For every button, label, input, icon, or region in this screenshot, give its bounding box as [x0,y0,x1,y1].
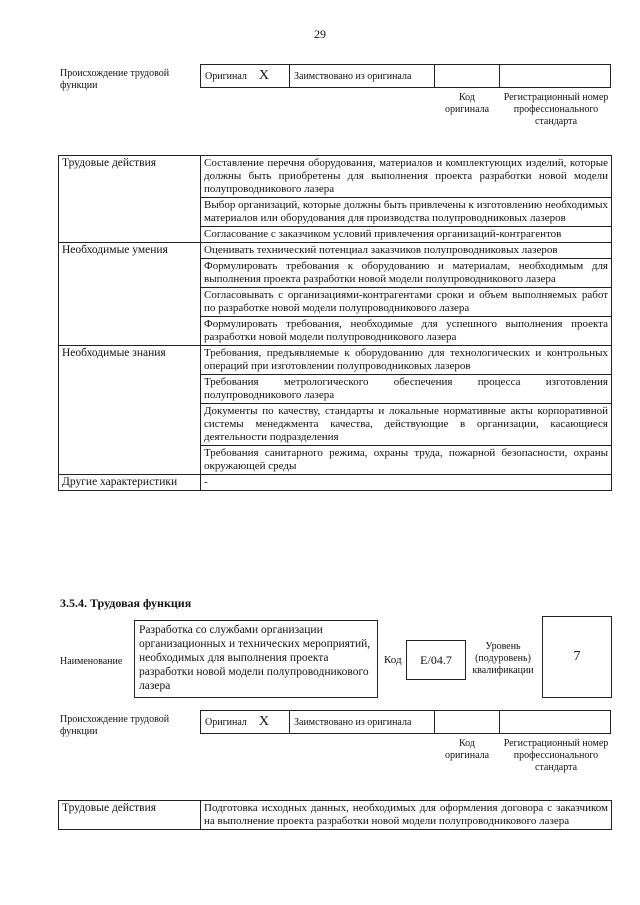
origin-label: Происхождение трудовой функции [60,68,170,91]
original-cell [200,710,290,734]
knowledge-item: Требования метрологического обеспечения процесса изготовления полупроводникового лазера [201,375,612,404]
skill-item: Формулировать требования к оборудованию и материалам, необходимым для выполнения проекта разработки новой модели полупроводникового лазера [201,259,612,288]
knowledge-item: Требования, предъявляемые к оборудованию для технологических и контрольных операций при изготовлении полупроводниковых лазеров [201,346,612,375]
original-label: Оригинал [205,716,247,728]
name-label: Наименование [60,656,123,667]
knowledge-item: Документы по качеству, стандарты и локальные нормативные акты корпоративной системы менеджмента качества, действующие в организации, касающиеся деятельности подразделения [201,404,612,446]
action-item: Составление перечня оборудования, материалов и комплектующих изделий, которые должны быть приобретены для выполнения проекта разработки новой модели полупроводникового лазера [201,156,612,198]
function-name: Разработка со службами организации организационных и технических мероприятий, необходимых для выполнения проекта разработки новой модели полупроводникового лазера [134,620,378,698]
original-cell [200,64,290,88]
borrowed-cell [289,710,435,734]
level-label: Уровень (подуровень) квалификации [472,641,534,676]
action-item: Выбор организаций, которые должны быть привлечены к изготовлению необходимых материалов или оборудования для производства полупроводниковых лазеров [201,198,612,227]
borrowed-label: Заимствовано из оригинала [294,70,412,82]
reg-caption: Регистрационный номер профессионального стандарта [503,92,609,127]
reg-number-cell [499,710,611,734]
row-label-actions: Трудовые действия [59,801,201,830]
original-code-cell [434,64,500,88]
borrowed-label: Заимствовано из оригинала [294,716,412,728]
action-item: Согласование с заказчиком условий привлечения организаций-контрагентов [201,227,612,243]
row-label-knowledge: Необходимые знания [59,346,201,475]
code-caption: Код оригинала [444,92,490,115]
action-item: Подготовка исходных данных, необходимых для оформления договора с заказчиком на выполнение проекта разработки новой модели полупроводникового лазера [201,801,612,830]
original-mark: X [258,714,270,729]
skill-item: Формулировать требования, необходимые для успешного выполнения проекта разработки новой модели полупроводникового лазера [201,317,612,346]
reg-caption: Регистрационный номер профессионального стандарта [503,738,609,773]
section-heading: 3.5.4. Трудовая функция [60,596,192,610]
origin-label: Происхождение трудовой функции [60,714,170,737]
code-caption: Код оригинала [444,738,490,761]
original-mark: X [258,68,270,83]
skill-item: Согласовывать с организациями-контрагентами сроки и объем выполняемых работ по разработке новой модели полупроводникового лазера [201,288,612,317]
functions-table [58,155,612,491]
knowledge-item: Требования санитарного режима, охраны труда, пожарной безопасности, охраны окружающей среды [201,446,612,475]
functions-table-2 [58,800,612,830]
borrowed-cell [289,64,435,88]
other-item: - [201,475,612,491]
function-code: E/04.7 [406,640,466,680]
code-label: Код [384,654,402,666]
original-label: Оригинал [205,70,247,82]
row-label-actions: Трудовые действия [59,156,201,243]
skill-item: Оценивать технический потенциал заказчиков полупроводниковых лазеров [201,243,612,259]
row-label-skills: Необходимые умения [59,243,201,346]
row-label-other: Другие характеристики [59,475,201,491]
original-code-cell [434,710,500,734]
page-number: 29 [314,27,326,41]
reg-number-cell [499,64,611,88]
qualification-level: 7 [542,616,612,698]
